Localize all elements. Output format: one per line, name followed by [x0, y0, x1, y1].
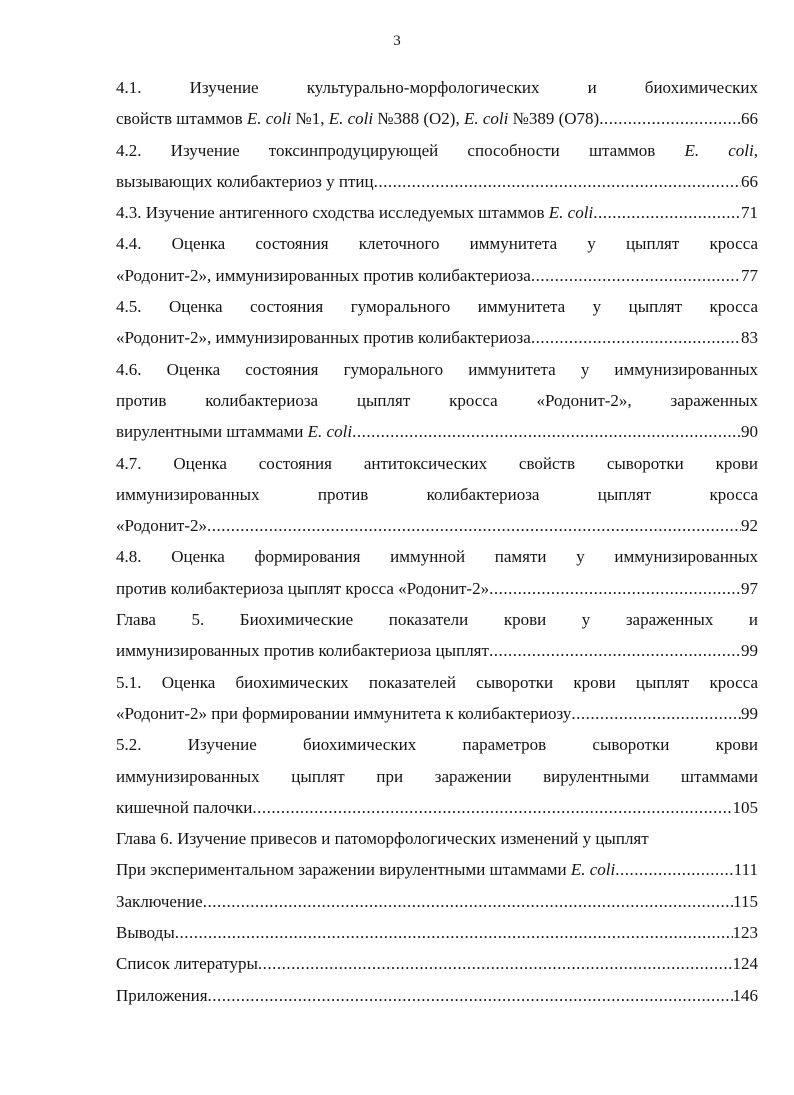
dot-leader — [489, 573, 741, 604]
toc-line: Глава 6. Изучение привесов и патоморфологических изменений у цыплят — [116, 829, 649, 849]
page-number: 3 — [393, 33, 401, 49]
dot-leader — [374, 166, 741, 197]
toc-line: 5.1. Оценка биохимических показателей сыворотки крови цыплят кросса — [116, 672, 758, 692]
toc-page-number: 71 — [741, 203, 758, 223]
toc-line: 4.2. Изучение токсинпродуцирующей способности штаммов E. coli, — [116, 140, 758, 160]
dot-leader — [571, 698, 741, 729]
toc-page-number: 105 — [732, 797, 758, 817]
toc-line: Глава 5. Биохимические показатели крови у зараженных и — [116, 610, 758, 630]
toc-line: «Родонит-2», иммунизированных против колибактериоза ..... 83 — [116, 322, 758, 353]
toc-line: «Родонит-2», иммунизированных против колибактериоза ..... 77 — [116, 260, 758, 291]
toc-page-number: 115 — [733, 891, 758, 911]
dot-leader — [175, 917, 733, 948]
toc-line: 5.2. Изучение биохимических параметров сыворотки крови — [116, 735, 758, 755]
toc-line: вирулентными штаммами E. coli ..... 90 — [116, 416, 758, 447]
toc-line: свойств штаммов E. coli №1, E. coli №388 (O2), E. coli №389 (O78) ..... 66 — [116, 103, 758, 134]
toc-line: Заключение ..... 115 — [116, 886, 758, 917]
toc-line: 4.8. Оценка формирования иммунной памяти у иммунизированных — [116, 547, 758, 567]
dot-leader — [207, 510, 741, 541]
dot-leader — [208, 980, 733, 1011]
dot-leader — [352, 416, 741, 447]
dot-leader — [258, 948, 733, 979]
toc-page-number: 77 — [741, 265, 758, 285]
toc-line: иммунизированных против колибактериоза цыплят ..... 99 — [116, 635, 758, 666]
toc-page-number: 97 — [741, 578, 758, 598]
toc-line: «Родонит-2» при формировании иммунитета к колибактериозу ..... 99 — [116, 698, 758, 729]
dot-leader — [615, 854, 733, 885]
toc-line: 4.5. Оценка состояния гуморального иммунитета у цыплят кросса — [116, 297, 758, 317]
toc-page-number: 99 — [741, 641, 758, 661]
dot-leader — [593, 197, 741, 228]
toc-page-number: 92 — [741, 516, 758, 536]
toc-line: Выводы ..... 123 — [116, 917, 758, 948]
dot-leader — [203, 886, 733, 917]
dot-leader — [599, 103, 741, 134]
toc-line: 4.6. Оценка состояния гуморального иммунитета у иммунизированных — [116, 359, 758, 379]
toc-line: «Родонит-2» ..... 92 — [116, 510, 758, 541]
toc-page-number: 123 — [732, 923, 758, 943]
dot-leader — [531, 260, 741, 291]
toc-line: Список литературы ..... 124 — [116, 948, 758, 979]
toc-line: 4.7. Оценка состояния антитоксических свойств сыворотки крови — [116, 453, 758, 473]
toc-page-number: 90 — [741, 422, 758, 442]
toc-line: вызывающих колибактериоз у птиц ..... 66 — [116, 166, 758, 197]
toc-line: Приложения ..... 146 — [116, 980, 758, 1011]
toc-line: против колибактериоза цыплят кросса «Родонит-2», зараженных — [116, 390, 758, 410]
toc-line: 4.1. Изучение культурально-морфологических и биохимических — [116, 78, 758, 97]
dot-leader — [489, 635, 741, 666]
toc-page-number: 111 — [733, 860, 758, 880]
toc-page-number: 99 — [741, 703, 758, 723]
toc-line: кишечной палочки ..... 105 — [116, 792, 758, 823]
toc-line: иммунизированных против колибактериоза цыплят кросса — [116, 484, 758, 504]
toc-page-number: 83 — [741, 328, 758, 348]
toc-page-number: 66 — [741, 171, 758, 191]
toc-line: При экспериментальном заражении вирулентными штаммами E. coli ..... 111 — [116, 854, 758, 885]
toc-page-number: 124 — [732, 954, 758, 974]
dot-leader — [252, 792, 732, 823]
toc-page-number: 146 — [732, 985, 758, 1005]
dot-leader — [531, 322, 741, 353]
toc-line: 4.3. Изучение антигенного сходства исследуемых штаммов E. coli ..... 71 — [116, 197, 758, 228]
toc-line: 4.4. Оценка состояния клеточного иммунитета у цыплят кросса — [116, 234, 758, 254]
table-of-contents — [116, 72, 758, 1011]
toc-line: против колибактериоза цыплят кросса «Родонит-2» ..... 97 — [116, 573, 758, 604]
toc-page-number: 66 — [741, 109, 758, 129]
toc-line: иммунизированных цыплят при заражении вирулентными штаммами — [116, 766, 758, 786]
